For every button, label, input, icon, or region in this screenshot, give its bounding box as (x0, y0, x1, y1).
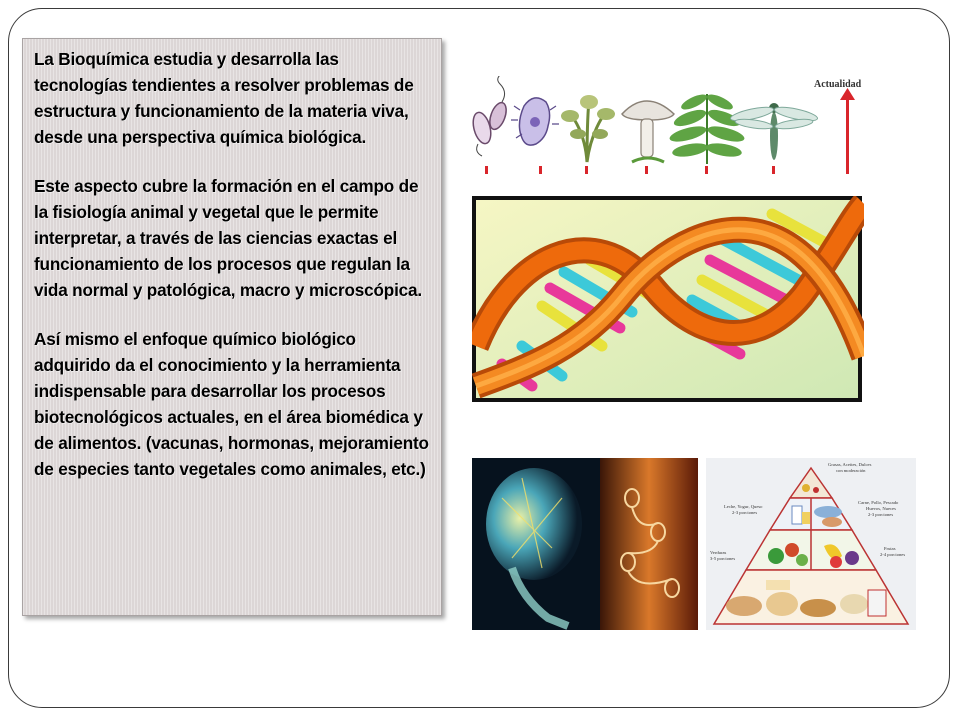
bacteria-icon (470, 76, 509, 156)
pyramid-label-meat-sub2: 2-3 porciones (868, 512, 894, 517)
actualidad-label: Actualidad (814, 79, 862, 90)
dna-image (472, 196, 864, 402)
fern-icon (668, 92, 746, 164)
paragraph-bioquimica: La Bioquímica estudia y desarrolla las tecnologías tendientes a resolver problemas de estructura y funcionamiento de la materia viva, desde una perspectiva química biológica. (34, 49, 414, 147)
paragraph-fisiologia: Este aspecto cubre la formación en el campo de la fisiología animal y vegetal que le permite interpretar, a través de las ciencias exactas el funcionamiento de los procesos que regulan la vida normal y patológica, macro y microscópica. (34, 176, 422, 300)
moss-icon (561, 95, 615, 162)
pyramid-label-meat-sub: Huevos, Nueces (866, 506, 896, 511)
pyramid-label-fruit-sub: 2-4 porciones (880, 552, 906, 557)
pyramid-label-veg: Verduras (710, 550, 727, 555)
mushroom-icon (622, 101, 674, 162)
pyramid-label-meat: Carne, Pollo, Pescado (858, 500, 899, 505)
pyramid-label-veg-sub: 3-5 porciones (710, 556, 736, 561)
actualidad-arrow (840, 88, 855, 174)
pyramid-label-milk-sub: 2-3 porciones (732, 510, 758, 515)
text-box (22, 38, 442, 616)
dragonfly-icon (729, 103, 818, 160)
evolution-image (462, 76, 862, 176)
pyramid-label-milk: Leche, Yogur, Queso (724, 504, 763, 509)
skeleton-image (472, 458, 698, 630)
paragraph-enfoque: Así mismo el enfoque químico biológico adquirido da el conocimiento y la herramienta indispensable para desarrollar los procesos biotecnológicos actuales, en el área biomédica y de alimentos. (vacunas, hormonas, mejoramiento de especies tanto vegetales como animales, etc.) (34, 329, 429, 479)
food-pyramid-image (706, 458, 916, 630)
pyramid-label-top: Grasas, Aceites, Dulces (828, 462, 872, 467)
protozoa-icon (511, 98, 559, 145)
pyramid-label-fruit: Frutas (884, 546, 896, 551)
pyramid-label-top-sub: con moderación (836, 468, 866, 473)
